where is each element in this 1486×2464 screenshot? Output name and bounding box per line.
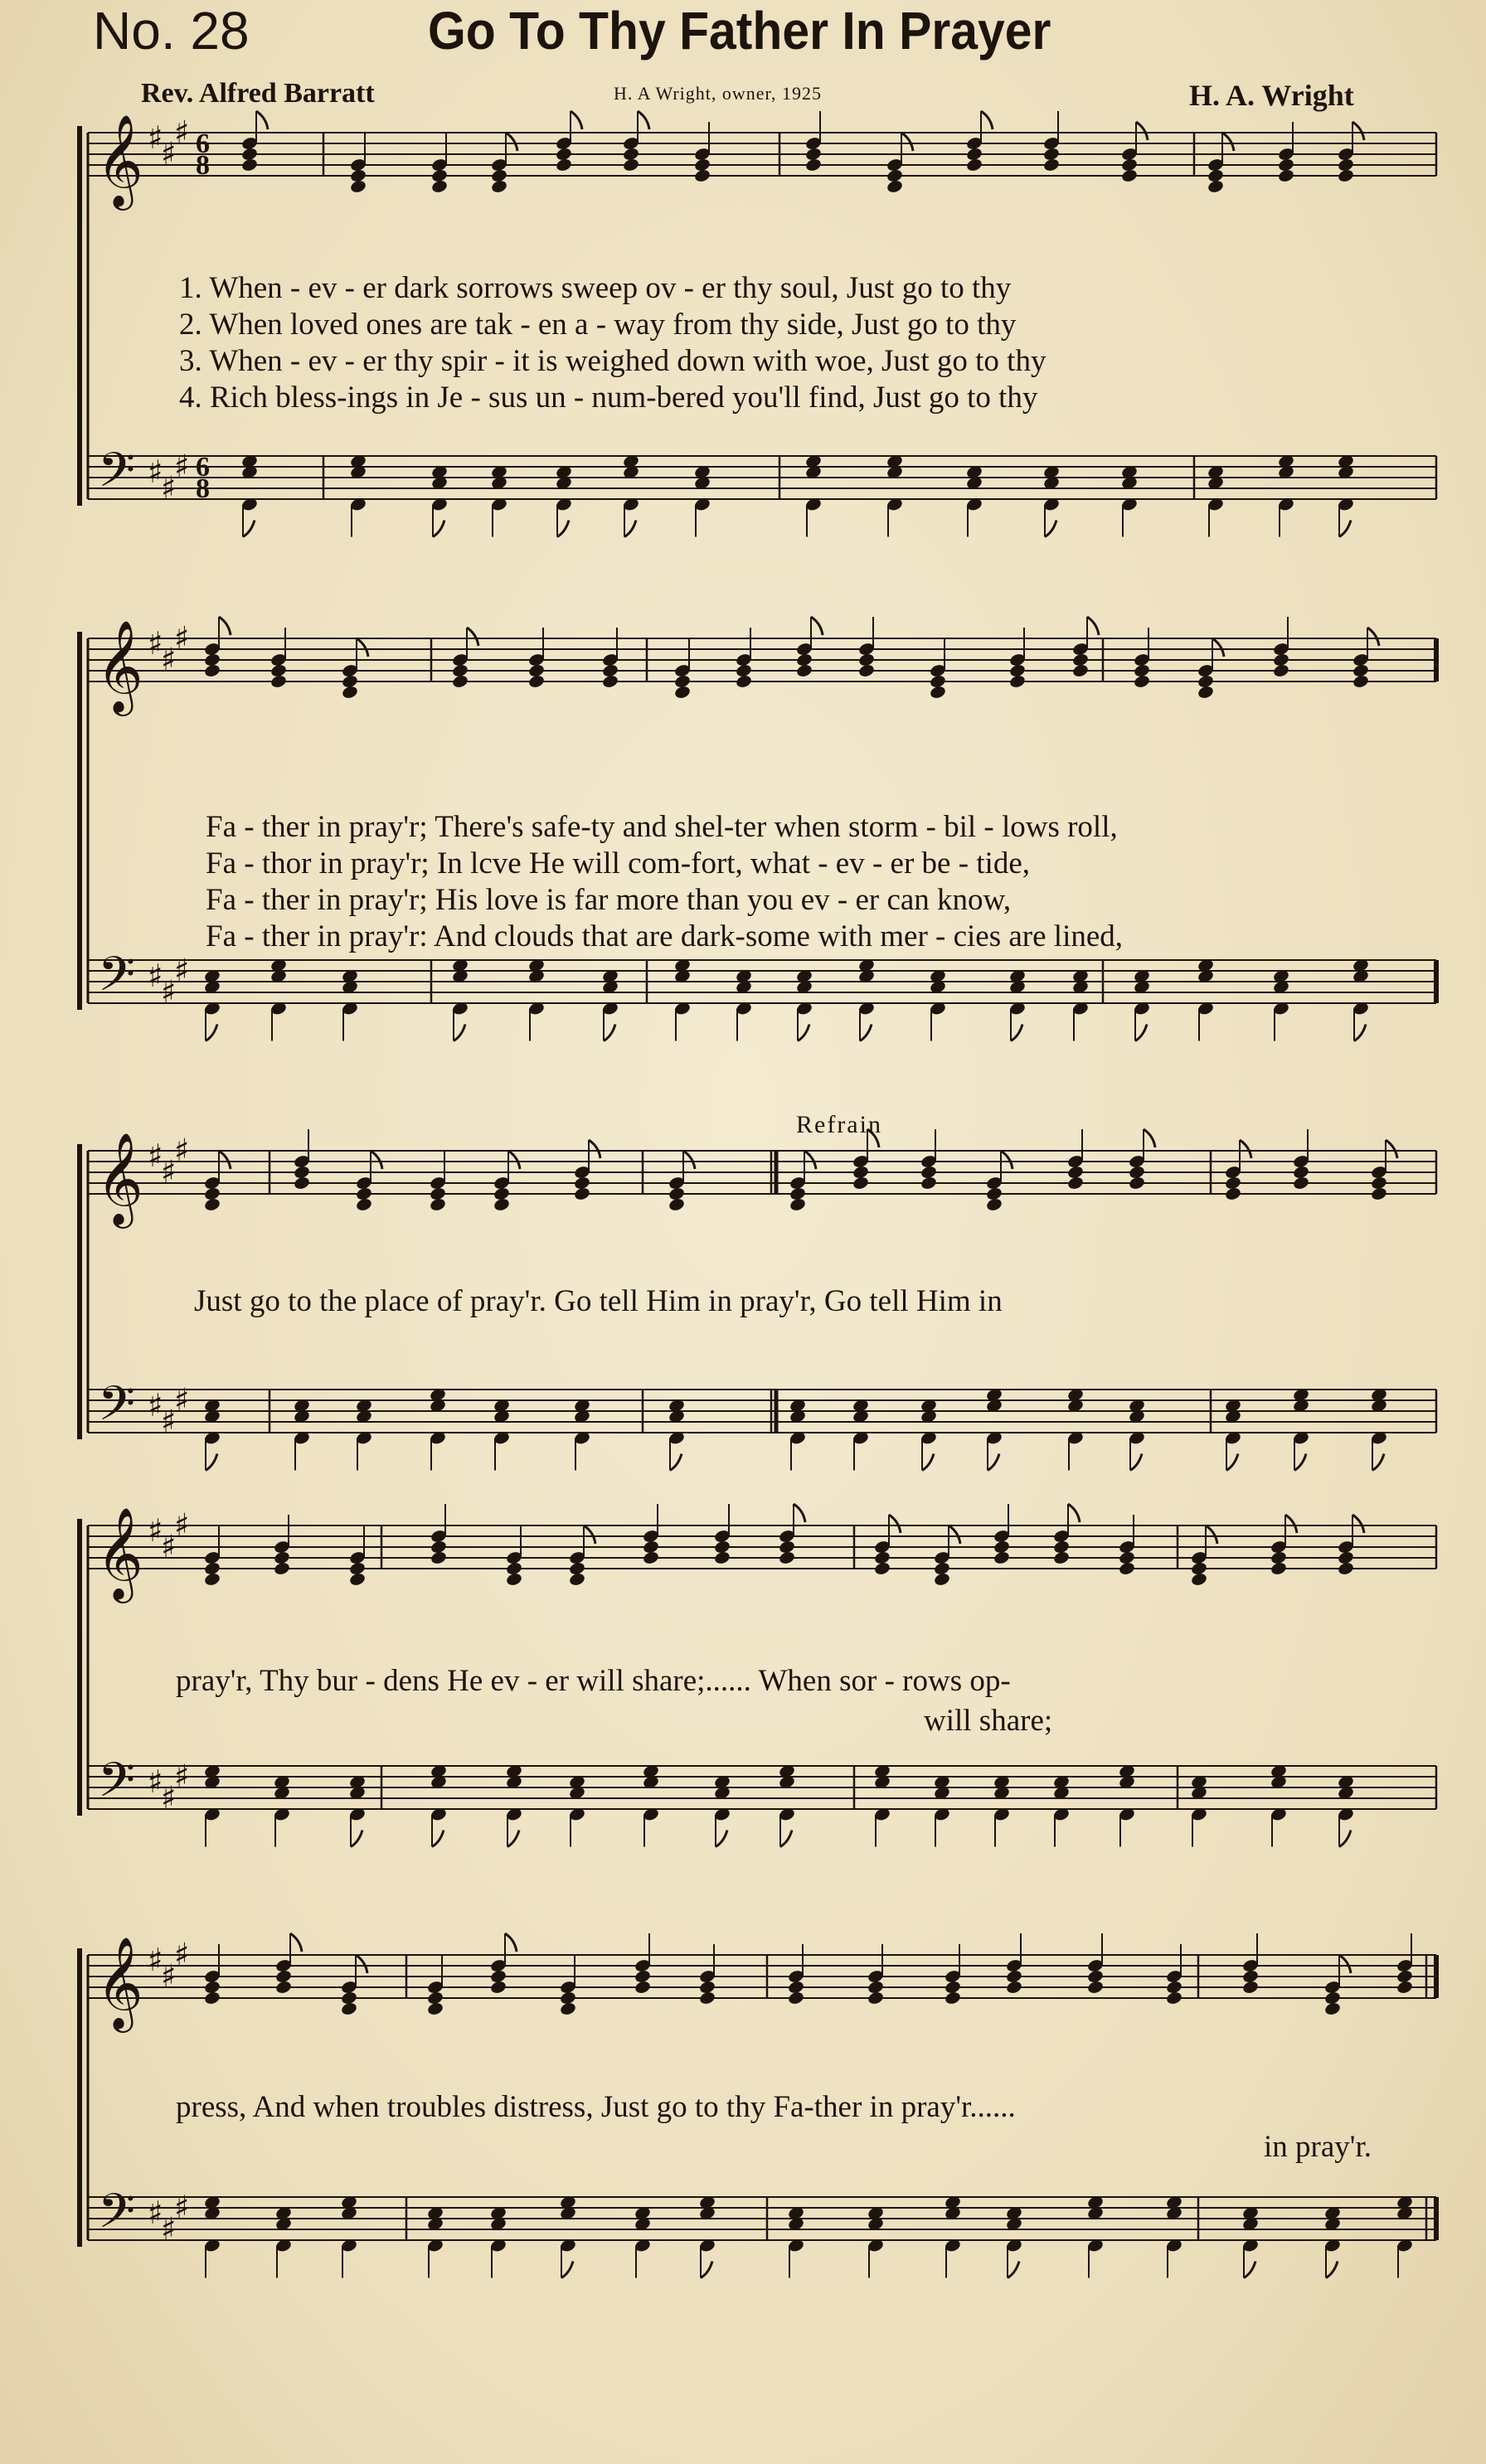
notehead [527, 674, 545, 689]
notehead [429, 1197, 446, 1212]
notehead [857, 663, 875, 678]
lyric-refrain-alt: in pray'r. [1264, 2130, 1372, 2164]
notehead [270, 674, 287, 689]
note-flag [589, 1140, 600, 1158]
notehead [933, 1572, 950, 1587]
note-flag [1352, 122, 1364, 140]
notehead [203, 1572, 221, 1587]
notehead [1118, 1561, 1135, 1576]
key-sharp-icon: ♯ [174, 952, 190, 989]
key-sharp-icon: ♯ [161, 1957, 177, 1995]
notehead [1207, 179, 1224, 194]
notehead [555, 158, 572, 172]
refrain-label: Refrain [796, 1111, 882, 1138]
notehead [1337, 1561, 1354, 1576]
notehead [1272, 663, 1289, 678]
notehead [778, 1550, 795, 1565]
copyright-notice: H. A Wright, owner, 1925 [614, 83, 822, 104]
key-sharp-icon: ♯ [174, 1381, 190, 1419]
key-sharp-icon: ♯ [148, 1512, 163, 1549]
bass-clef-icon: 𝄢 [98, 442, 136, 510]
note-flag [1087, 617, 1099, 635]
lyric-verse-1: Fa - ther in pray'r; There's safe-ty and shel-ter when storm - bil - lows roll, [206, 810, 1118, 844]
notehead [426, 2001, 444, 2016]
note-flag [1386, 1140, 1397, 1158]
time-signature-bottom: 8 [196, 473, 210, 504]
notehead [1133, 674, 1150, 689]
note-flag [357, 638, 368, 657]
notehead [490, 179, 507, 194]
key-sharp-icon: ♯ [161, 1403, 177, 1440]
bass-clef-icon: 𝄢 [98, 2183, 136, 2251]
key-sharp-icon: ♯ [161, 1779, 177, 1816]
notehead [355, 1197, 372, 1212]
note-flag [683, 1151, 695, 1169]
notehead [622, 158, 639, 172]
key-sharp-icon: ♯ [148, 119, 163, 156]
notehead [735, 674, 752, 689]
note-flag [1226, 1454, 1238, 1471]
key-sharp-icon: ♯ [161, 2210, 177, 2248]
notehead [1323, 2001, 1341, 2016]
lyric-refrain: press, And when troubles distress, Just go to thy Fa-ther in pray'r...... [176, 2090, 1016, 2124]
time-signature-top: 6 [196, 452, 210, 483]
key-sharp-icon: ♯ [161, 1153, 177, 1191]
key-sharp-icon: ♯ [174, 1936, 190, 1973]
key-sharp-icon: ♯ [161, 641, 177, 678]
time-signature-top: 6 [196, 129, 210, 159]
note-flag [467, 628, 478, 646]
note-flag [561, 2262, 573, 2278]
note-flag [433, 521, 444, 537]
note-flag [638, 111, 649, 129]
note-flag [206, 1454, 217, 1471]
note-flag [922, 1454, 934, 1471]
note-flag [1045, 521, 1056, 537]
note-flag [1339, 1955, 1351, 1973]
note-flag [901, 133, 913, 151]
notehead [1396, 1980, 1413, 1995]
notehead [965, 158, 983, 172]
notehead [601, 674, 619, 689]
note-flag [256, 111, 268, 129]
note-flag [604, 1025, 615, 1041]
notehead [1052, 1550, 1070, 1565]
key-sharp-icon: ♯ [148, 1942, 163, 1978]
notehead [634, 1980, 651, 1995]
note-flag [1011, 1025, 1022, 1041]
notehead [693, 168, 711, 183]
note-flag [1001, 1151, 1013, 1169]
note-flag [701, 2262, 712, 2278]
notehead [852, 1176, 869, 1191]
lyric-verse-4: Fa - ther in pray'r: And clouds that are dark-some with mer - cies are lined, [206, 919, 1124, 953]
note-flag [1135, 1025, 1147, 1041]
notehead [203, 1991, 221, 2006]
note-flag [1144, 1129, 1155, 1147]
notehead [668, 1197, 685, 1212]
notehead [787, 1991, 804, 2006]
notehead [1165, 1991, 1182, 2006]
note-flag [1285, 1515, 1297, 1533]
notehead [920, 1176, 937, 1191]
notehead [713, 1550, 731, 1565]
note-flag [780, 1831, 792, 1847]
key-sharp-icon: ♯ [148, 1763, 163, 1800]
key-sharp-icon: ♯ [148, 1137, 163, 1174]
note-flag [507, 1831, 519, 1847]
music-composer: H. A. Wright [1189, 79, 1354, 112]
notehead [886, 179, 903, 194]
note-flag [1130, 1454, 1142, 1471]
notehead [1277, 168, 1294, 183]
lyric-verse-3: 3. When - ev - er thy spir - it is weighed down with woe, Just go to thy [179, 344, 1047, 378]
time-signature-bottom: 8 [196, 150, 210, 181]
note-flag [1326, 2262, 1338, 2278]
treble-clef-icon: 𝄞 [96, 114, 143, 206]
bass-clef-icon: 𝄢 [98, 1375, 136, 1443]
key-sharp-icon: ♯ [174, 2189, 190, 2226]
notehead [203, 663, 221, 678]
notehead [340, 2001, 357, 2016]
note-flag [356, 1955, 367, 1973]
notehead [1292, 1176, 1309, 1191]
note-flag [981, 111, 993, 129]
notehead [568, 1572, 585, 1587]
hymn-number: No. 28 [93, 1, 250, 61]
note-flag [804, 1151, 816, 1169]
bass-clef-icon: 𝄢 [98, 946, 136, 1014]
note-flag [219, 1151, 231, 1169]
note-flag [1372, 1454, 1384, 1471]
notehead [1352, 674, 1369, 689]
lyric-verse-4: 4. Rich bless-ings in Je - sus un - num-bered you'll find, Just go to thy [179, 381, 1038, 415]
notehead [1197, 685, 1214, 700]
note-flag [454, 1025, 465, 1041]
note-flag [670, 1454, 682, 1471]
note-flag [1339, 521, 1351, 537]
key-sharp-icon: ♯ [174, 448, 190, 485]
key-sharp-icon: ♯ [161, 973, 177, 1011]
notehead [1066, 1176, 1084, 1191]
key-sharp-icon: ♯ [174, 114, 190, 151]
key-sharp-icon: ♯ [148, 1387, 163, 1424]
notehead [873, 1561, 891, 1576]
note-flag [1008, 2262, 1019, 2278]
notehead [203, 1197, 221, 1212]
bass-clef-icon: 𝄢 [98, 1752, 136, 1820]
notehead [795, 663, 813, 678]
note-flag [1212, 638, 1224, 657]
note-flag [949, 1525, 960, 1544]
notehead [430, 1550, 447, 1565]
notehead [1270, 1561, 1287, 1576]
note-flag [798, 1025, 809, 1041]
treble-clef-icon: 𝄞 [96, 1936, 143, 2029]
note-flag [219, 617, 231, 635]
notehead [1042, 158, 1060, 172]
notehead [573, 1186, 590, 1201]
key-sharp-icon: ♯ [148, 2195, 163, 2231]
notehead [348, 1572, 366, 1587]
note-flag [624, 521, 636, 537]
notehead [1190, 1572, 1207, 1587]
treble-clef-icon: 𝄞 [96, 1132, 143, 1225]
note-flag [889, 1515, 901, 1533]
note-flag [860, 1025, 872, 1041]
note-flag [505, 1933, 517, 1952]
treble-clef-icon: 𝄞 [96, 1506, 143, 1599]
key-sharp-icon: ♯ [161, 135, 177, 172]
key-sharp-icon: ♯ [148, 454, 163, 490]
note-flag [1240, 1140, 1251, 1158]
note-flag [571, 111, 582, 129]
note-flag [794, 1504, 805, 1522]
notehead [673, 685, 691, 700]
notehead [1128, 1176, 1145, 1191]
note-flag [206, 1025, 217, 1041]
note-flag [557, 521, 569, 537]
notehead [1241, 1980, 1259, 1995]
note-flag [1136, 122, 1148, 140]
notehead [349, 179, 367, 194]
key-sharp-icon: ♯ [174, 1758, 190, 1795]
note-flag [584, 1525, 595, 1544]
lyric-verse-1: 1. When - ev - er dark sorrows sweep ov - er thy soul, Just go to thy [179, 271, 1012, 305]
note-flag [811, 617, 823, 635]
notehead [430, 179, 448, 194]
notehead [804, 158, 822, 172]
words-author: Rev. Alfred Barratt [141, 78, 375, 109]
key-sharp-icon: ♯ [174, 1132, 190, 1169]
key-sharp-icon: ♯ [174, 1506, 190, 1544]
note-flag [243, 521, 255, 537]
note-flag [1206, 1525, 1217, 1544]
treble-clef-icon: 𝄞 [96, 619, 143, 712]
notehead [985, 1197, 1003, 1212]
note-flag [1354, 1025, 1366, 1041]
notehead [273, 1561, 290, 1576]
notehead [1071, 663, 1089, 678]
notehead [489, 1980, 507, 1995]
key-sharp-icon: ♯ [148, 958, 163, 994]
notehead [240, 158, 258, 172]
lyric-refrain: Just go to the place of pray'r. Go tell Him in pray'r, Go tell Him in [194, 1284, 1003, 1318]
notehead [789, 1197, 806, 1212]
notehead [993, 1550, 1010, 1565]
notehead [341, 685, 358, 700]
notehead [493, 1197, 510, 1212]
notehead [1120, 168, 1138, 183]
notehead [1005, 1980, 1022, 1995]
notehead [929, 685, 946, 700]
lyric-verse-3: Fa - ther in pray'r; His love is far more than you ev - er can know, [206, 883, 1012, 917]
notehead [642, 1550, 659, 1565]
notehead [274, 1980, 292, 1995]
note-flag [351, 1831, 362, 1847]
notehead [451, 674, 469, 689]
note-flag [1352, 1515, 1364, 1533]
note-flag [1294, 1454, 1306, 1471]
notehead [1008, 674, 1026, 689]
lyric-verse-2: 2. When loved ones are tak - en a - way from thy side, Just go to thy [179, 308, 1017, 342]
note-flag [1339, 1831, 1351, 1847]
lyric-refrain-alt: will share; [924, 1704, 1053, 1738]
hymn-title: Go To Thy Father In Prayer [428, 1, 1051, 61]
note-flag [290, 1933, 302, 1952]
key-sharp-icon: ♯ [148, 625, 163, 662]
key-sharp-icon: ♯ [174, 619, 190, 657]
notehead [944, 1991, 961, 2006]
note-flag [716, 1831, 727, 1847]
notehead [559, 2001, 576, 2016]
note-flag [506, 133, 517, 151]
lyric-verse-2: Fa - thor in pray'r; In lcve He will com-fort, what - ev - er be - tide, [206, 846, 1031, 880]
note-flag [432, 1831, 444, 1847]
notehead [867, 1991, 884, 2006]
note-flag [1244, 2262, 1255, 2278]
key-sharp-icon: ♯ [161, 469, 177, 507]
notehead [1086, 1980, 1104, 1995]
note-flag [508, 1151, 520, 1169]
notehead [505, 1572, 522, 1587]
note-flag [988, 1454, 999, 1471]
lyric-refrain: pray'r, Thy bur - dens He ev - er will share;...... When sor - rows op- [176, 1664, 1011, 1698]
note-flag [1222, 133, 1234, 151]
notehead [698, 1991, 716, 2006]
key-sharp-icon: ♯ [161, 1528, 177, 1565]
notehead [293, 1176, 310, 1191]
notehead [1370, 1186, 1387, 1201]
note-flag [371, 1151, 382, 1169]
note-flag [1367, 628, 1379, 646]
note-flag [1068, 1504, 1080, 1522]
notehead [1337, 168, 1354, 183]
notehead [1224, 1186, 1241, 1201]
